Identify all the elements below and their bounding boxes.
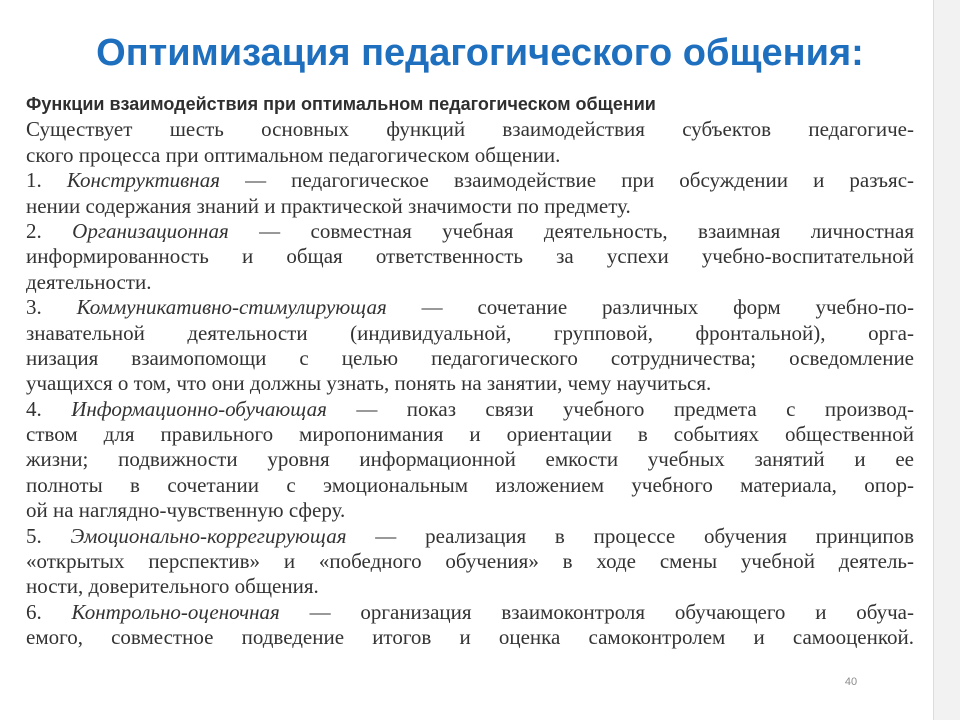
item-text-line: ством для правильного миропонимания и ориентации в событиях общественной xyxy=(26,422,914,447)
scanned-text-image xyxy=(26,92,914,657)
item-title: Организационная xyxy=(72,218,229,243)
function-item-1 xyxy=(26,168,914,193)
scan-heading: Функции взаимодействия при оптимальном педагогическом общении xyxy=(26,94,656,114)
item-text-line: низация взаимопомощи с целью педагогического сотрудничества; осведомление xyxy=(26,345,914,370)
item-text-line: емого, совместное подведение итогов и оценка самоконтролем и самооценкой. xyxy=(26,625,914,650)
item-number: 6. xyxy=(26,599,42,624)
item-title: Информационно-обучающая xyxy=(71,396,327,421)
function-item-3 xyxy=(26,295,914,320)
item-text-line: нении содержания знаний и практической значимости по предмету. xyxy=(26,193,631,218)
item-text-line: ности, доверительного общения. xyxy=(26,574,319,599)
item-text-line: «открытых перспектив» и «победного обучения» в ходе смены учебной деятель- xyxy=(26,549,914,574)
function-item-6 xyxy=(26,600,914,625)
item-number: 3. xyxy=(26,295,42,320)
function-item-2 xyxy=(26,219,914,244)
item-text: — совместная учебная деятельность, взаимная личностная xyxy=(228,218,914,243)
item-text: — сочетание различных форм учебно-по- xyxy=(386,295,915,320)
intro-line: ского процесса при оптимальном педагогическом общении. xyxy=(26,142,561,167)
page-number: 40 xyxy=(844,676,858,688)
slide-edge-strip xyxy=(933,0,960,720)
item-text-line: ой на наглядно-чувственную сферу. xyxy=(26,498,346,523)
item-text: — реализация в процессе обучения принципов xyxy=(346,523,914,548)
slide-title: Оптимизация педагогического общения: xyxy=(96,32,864,74)
item-title: Конструктивная xyxy=(66,168,220,193)
item-number: 2. xyxy=(26,218,42,243)
item-title: Эмоционально-коррегирующая xyxy=(70,523,347,548)
item-number: 4. xyxy=(26,396,42,421)
item-text-line: жизни; подвижности уровня информационной емкости учебных занятий и ее xyxy=(26,447,914,472)
item-text: — организация взаимоконтроля обучающего и обуча- xyxy=(279,599,914,624)
item-text-line: деятельности. xyxy=(26,269,152,294)
function-item-5 xyxy=(26,524,914,549)
item-number: 1. xyxy=(26,168,42,193)
item-text: — показ связи учебного предмета с производ- xyxy=(326,396,914,421)
function-item-4 xyxy=(26,397,914,422)
intro-line: Существует шесть основных функций взаимодействия субъектов педагогиче- xyxy=(26,117,914,142)
item-text-line: информированность и общая ответственность за успехи учебно-воспитательной xyxy=(26,244,914,269)
item-number: 5. xyxy=(26,523,42,548)
item-text: — педагогическое взаимодействие при обсуждении и разъяс- xyxy=(219,168,915,193)
item-title: Коммуникативно-стимулирующая xyxy=(76,295,387,320)
item-text-line: полноты в сочетании с эмоциональным изложением учебного материала, опор- xyxy=(26,472,914,497)
item-text-line: учащихся о том, что они должны узнать, понять на занятии, чему научиться. xyxy=(26,371,712,396)
item-text-line: знавательной деятельности (индивидуальной, групповой, фронтальной), орга- xyxy=(26,320,914,345)
item-title: Контрольно-оценочная xyxy=(71,599,280,624)
